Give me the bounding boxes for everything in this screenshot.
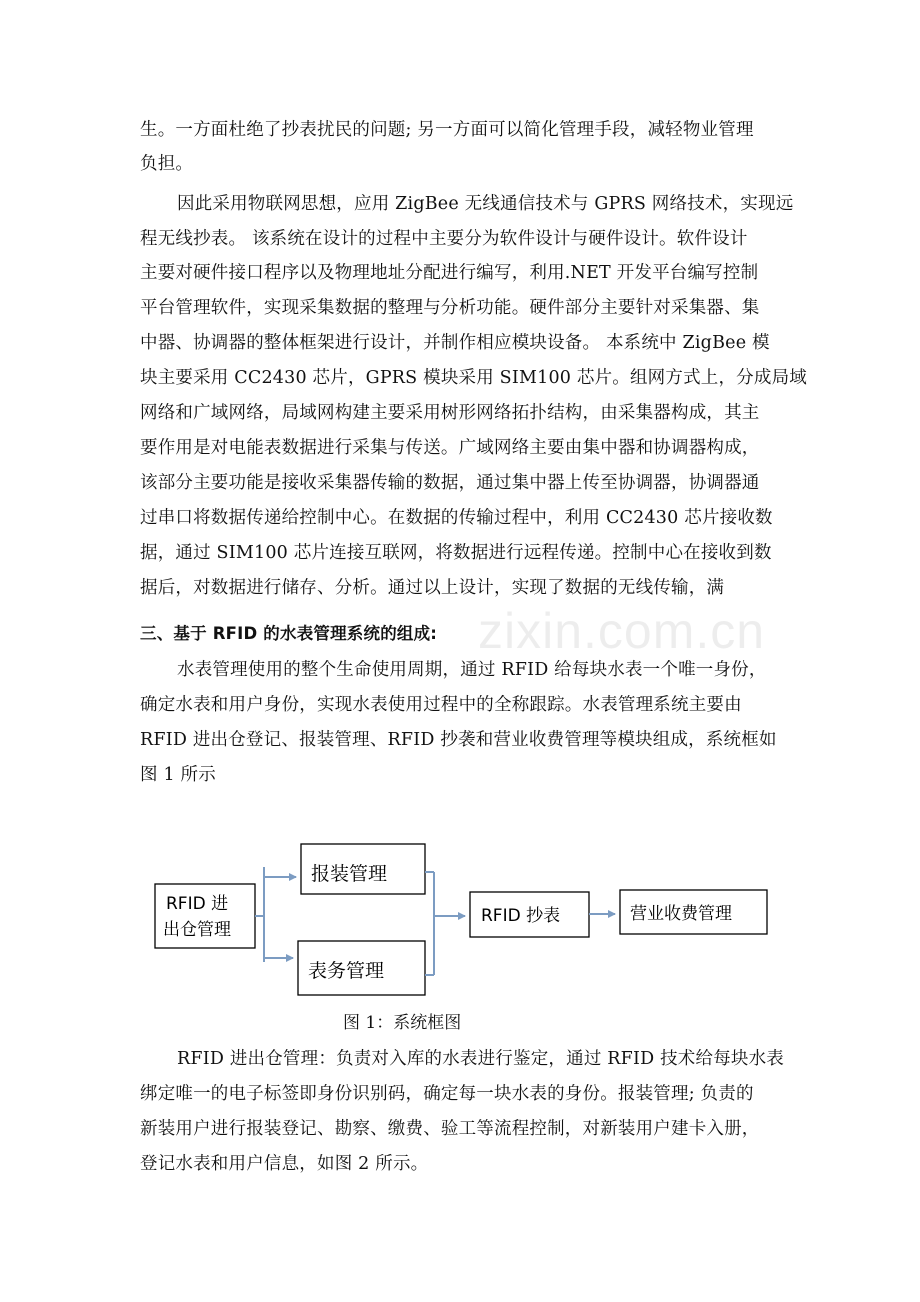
paragraph-line: 程无线抄表。 该系统在设计的过程中主要分为软件设计与硬件设计。软件设计 — [140, 229, 748, 249]
rfid-in-out-label-line1: RFID 进 — [166, 894, 229, 914]
billing-label: 营业收费管理 — [630, 904, 732, 924]
paragraph-line: 据后，对数据进行储存、分析。通过以上设计，实现了数据的无线传输，满 — [140, 578, 725, 598]
paragraph-line: RFID 进出仓管理：负责对入库的水表进行鉴定，通过 RFID 技术给每块水表 — [177, 1049, 785, 1069]
paragraph-line: 水表管理使用的整个生命使用周期，通过 RFID 给每块水表一个唯一身份， — [177, 660, 767, 680]
paragraph-line: 据，通过 SIM100 芯片连接互联网，将数据进行远程传递。控制中心在接收到数 — [140, 543, 772, 563]
paragraph-line: 过串口将数据传递给控制中心。在数据的传输过程中，利用 CC2430 芯片接收数 — [140, 508, 773, 528]
split-connector — [255, 867, 296, 962]
paragraph-line: 平台管理软件，实现采集数据的整理与分析功能。硬件部分主要针对采集器、集 — [140, 298, 760, 318]
watermark: zixin.com.cn — [478, 603, 766, 659]
paragraph-line: 因此采用物联网思想，应用 ZigBee 无线通信技术与 GPRS 网络技术，实现远 — [177, 194, 794, 214]
installation-label: 报装管理 — [311, 863, 388, 885]
paragraph-line: 登记水表和用户信息，如图 2 所示。 — [140, 1154, 429, 1174]
paragraph-line: 块主要采用 CC2430 芯片，GPRS 模块采用 SIM100 芯片。组网方式上，分成局域 — [140, 368, 807, 388]
rfid-in-out-label-line2: 出仓管理 — [163, 920, 231, 940]
paragraph-line: 新装用户进行报装登记、勘察、缴费、验工等流程控制，对新装用户建卡入册， — [140, 1119, 760, 1139]
paragraph-line: 主要对硬件接口程序以及物理地址分配进行编写，利用.NET 开发平台编写控制 — [140, 263, 759, 283]
paragraph-line: 绑定唯一的电子标签即身份识别码，确定每一块水表的身份。报装管理; 负责的 — [140, 1084, 754, 1104]
paragraph-line: 图 1 所示 — [140, 765, 216, 785]
section-heading: 三、基于 RFID 的水表管理系统的组成: — [140, 624, 438, 643]
paragraph-line: 要作用是对电能表数据进行采集与传送。广域网络主要由集中器和协调器构成， — [140, 438, 760, 458]
figure-caption: 图 1：系统框图 — [343, 1013, 462, 1033]
paragraph-line: 中器、协调器的整体框架进行设计，并制作相应模块设备。 本系统中 ZigBee 模 — [140, 333, 770, 353]
meter-service-label: 表务管理 — [308, 960, 385, 982]
rfid-reading-label: RFID 抄表 — [481, 906, 561, 926]
merge-connector — [425, 872, 465, 975]
paragraph-line: 网络和广域网络，局域网构建主要采用树形网络拓扑结构，由采集器构成，其主 — [140, 403, 760, 423]
paragraph-line: 该部分主要功能是接收采集器传输的数据，通过集中器上传至协调器，协调器通 — [140, 473, 760, 493]
paragraph-line: RFID 进出仓登记、报装管理、RFID 抄袭和营业收费管理等模块组成，系统框如 — [140, 730, 777, 750]
paragraph-line: 确定水表和用户身份，实现水表使用过程中的全称跟踪。水表管理系统主要由 — [140, 695, 742, 715]
paragraph-line: 负担。 — [140, 154, 194, 174]
paragraph-line: 生。一方面杜绝了抄表扰民的问题; 另一方面可以简化管理手段，减轻物业管理 — [140, 120, 754, 140]
